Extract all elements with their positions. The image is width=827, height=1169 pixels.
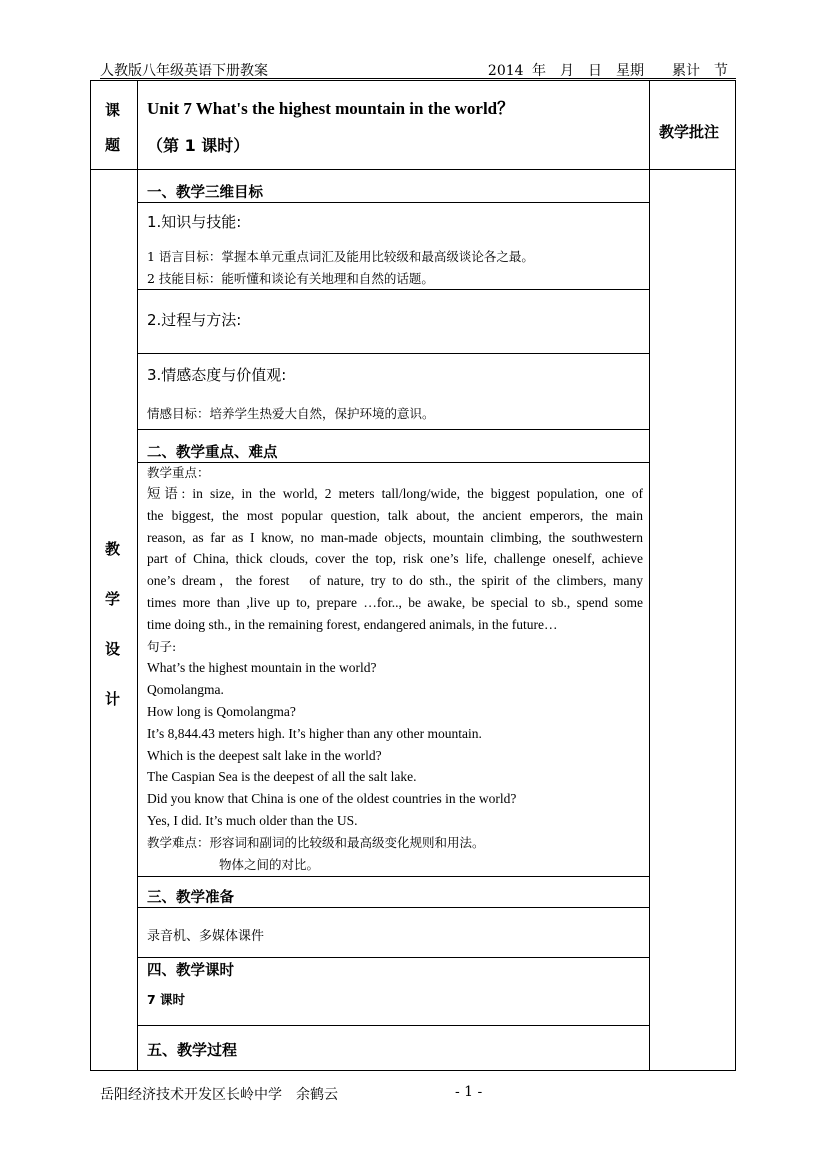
periods-text: 7 课时 <box>147 992 186 1007</box>
label-ti: 题 <box>105 136 121 154</box>
sentence-line: Yes, I did. It’s much older than the US. <box>147 812 358 828</box>
side-label-xue: 学 <box>105 590 121 608</box>
label-ke: 课 <box>105 101 121 119</box>
side-label-jiao: 教 <box>105 540 121 558</box>
side-label-ji: 计 <box>105 690 121 708</box>
section-periods-title: 四、教学课时 <box>147 963 234 979</box>
divider-s1-3 <box>137 429 649 430</box>
divider-title-row <box>91 169 735 170</box>
divider-right-column <box>649 81 650 1070</box>
subsection-process-title: 2.过程与方法: <box>147 311 242 329</box>
header-doc-title: 人教版八年级英语下册教案 <box>100 63 268 79</box>
sentence-line: How long is Qomolangma? <box>147 703 296 719</box>
divider-s4 <box>137 1025 649 1026</box>
skill-goal-text: 2 技能目标：能听懂和谈论有关地理和自然的话题。 <box>147 271 434 286</box>
keypoints-body <box>147 463 643 875</box>
section-objectives-title: 一、教学三维目标 <box>147 185 263 201</box>
subsection-attitude-title: 3.情感态度与价值观: <box>147 366 287 384</box>
key-points-label: 教学重点： <box>147 465 210 480</box>
phrase-line: 短语: in size, in the world, 2 meters tall/long/wide, the biggest population, one of <box>147 486 643 501</box>
divider-left-column <box>137 81 138 1070</box>
sentence-line: Did you know that China is one of the oldest countries in the world? <box>147 791 517 807</box>
sentences-label: 句子: <box>147 638 177 654</box>
sentence-line: It’s 8,844.43 meters high. It’s higher than any other mountain. <box>147 725 482 741</box>
footer-school: 岳阳经济技术开发区长岭中学 余鹤云 <box>100 1087 338 1103</box>
phrase-line: part of China, thick clouds, cover the top, risk one’s life, challenge oneself, achieve <box>147 551 643 567</box>
divider-s3-body <box>137 957 649 958</box>
phrase-line: time doing sth., in the remaining forest, endangered animals, in the future… <box>147 616 558 632</box>
lesson-title: Unit 7 What's the highest mountain in the world？ <box>147 99 515 118</box>
divider-s3-title <box>137 907 649 908</box>
lesson-plan-table <box>90 80 736 1071</box>
divider-s1-title <box>137 202 649 203</box>
header-date-fields: 2014 年 月 日 星期 累计 节 <box>487 63 728 79</box>
phrase-line: the biggest, the most popular question, talk about, the ancient emperors, the main <box>147 507 643 523</box>
phrase-line: reason, as far as I know, no man-made objects, mountain climbing, the southwestern <box>147 529 643 545</box>
section-keypoints-title: 二、教学重点、难点 <box>147 445 278 461</box>
page-header <box>100 58 736 78</box>
language-goal-text: 1 语言目标：掌握本单元重点词汇及能用比较级和最高级谈论各之最。 <box>147 249 534 264</box>
sentence-line: The Caspian Sea is the deepest of all the salt lake. <box>147 769 417 785</box>
lesson-number: （第 1 课时） <box>147 136 250 155</box>
sentence-line: Which is the deepest salt lake in the world? <box>147 747 382 763</box>
annotation-header: 教学批注 <box>659 123 720 141</box>
divider-s1-1 <box>137 289 649 290</box>
subsection-knowledge-title: 1.知识与技能: <box>147 213 242 231</box>
difficulty-line-2: 物体之间的对比。 <box>219 856 320 872</box>
sentence-line: What’s the highest mountain in the world? <box>147 660 377 676</box>
phrase-line: times more than ,live up to, prepare …for.., be awake, be special to sb., spend some <box>147 594 643 610</box>
side-label-she: 设 <box>105 640 121 658</box>
divider-s2-body <box>137 876 649 877</box>
divider-s1-2 <box>137 353 649 354</box>
phrase-line: one’s dream，the forest of nature, try to do sth., the spirit of the climbers, many <box>147 573 643 589</box>
header-rule <box>100 78 736 79</box>
difficulty-line: 教学难点：形容词和副词的比较级和最高级变化规则和用法。 <box>147 834 485 850</box>
emotion-goal-text: 情感目标：培养学生热爱大自然，保护环境的意识。 <box>147 406 435 421</box>
preparation-text: 录音机、多媒体课件 <box>147 929 265 944</box>
page-number: - 1 - <box>455 1084 483 1100</box>
section-preparation-title: 三、教学准备 <box>147 890 234 906</box>
section-process-title: 五、教学过程 <box>147 1041 238 1059</box>
sentence-line: Qomolangma. <box>147 682 224 698</box>
